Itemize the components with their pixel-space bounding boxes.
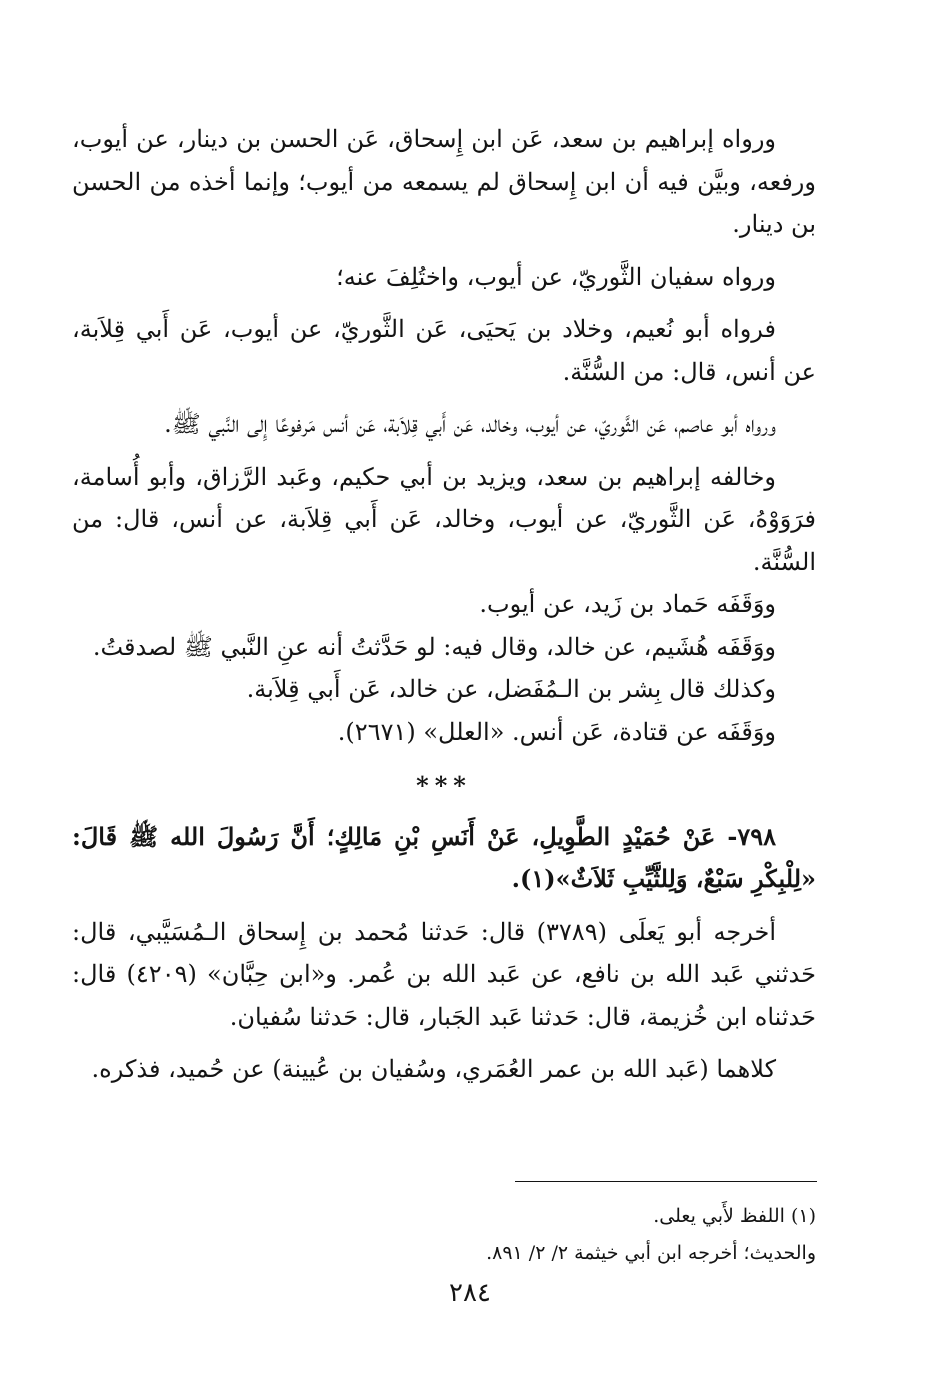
hadith-text: ٧٩٨- عَنْ حُمَيْدٍ الطَّوِيلِ، عَنْ أَنَسِ بْنِ مَالِكٍ؛ أَنَّ رَسُولَ الله ﷺ قَالَ: «لِلْبِكْرِ سَبْعٌ، وَلِلثَّيِّبِ ثَلاَثٌ»(١). (72, 821, 816, 893)
footnote: (١) اللفظ لأَبي يعلى. (653, 1205, 816, 1227)
page-number: ٢٨٤ (449, 1278, 491, 1308)
footnotes (72, 1198, 816, 1272)
paragraph: ورواه سفيان الثَّوريّ، عن أيوب، واختُلِفَ عنه؛ (336, 262, 776, 291)
section-separator: *** (416, 771, 472, 800)
footnote-divider (515, 1181, 817, 1182)
paragraph: فرواه أبو نُعيم، وخلاد بن يَحيَى، عَن الثَّوريّ، عن أيوب، عَن أَبي قِلاَبة، عن أنس، قال: من السُّنَّة. (72, 315, 816, 386)
paragraph: ورواه إبراهيم بن سعد، عَن ابن إِسحاق، عَن الحسن بن دينار، عن أيوب، ورفعه، وبيَّن فيه أن ابن إِسحاق لم يسمعه من أيوب؛ وإنما أخذه من الحسن بن دينار. (72, 125, 816, 238)
main-text (72, 118, 816, 1091)
takhrij-paragraph: أخرجه أبو يَعلَى (٣٧٨٩) قال: حَدثنا مُحمد بن إِسحاق الـمُسَيَّبي، قال: حَدثني عَبد الله بن نافع، عن عَبد الله بن عُمر. و«ابن حِبَّان» (٤٢٠٩) قال: حَدثناه ابن خُزيمة، قال: حَدثنا عَبد الجَبار، قال: حَدثنا سُفيان. (72, 917, 816, 1031)
paragraph: وكذلك قال بِشر بن الـمُفَضل، عن خالد، عَن أَبي قِلاَبة. (246, 675, 776, 703)
footnote: والحديث؛ أخرجه ابن أبي خيثمة ٢/ ٢/ ٨٩١. (486, 1242, 816, 1264)
paragraph: ووَقَفَه عن قتادة، عَن أنس. «العلل» (٢٦٧١). (337, 717, 776, 746)
paragraph: ورواه أبو عاصم، عَن الثَّوريّ، عن أيوب، وخالد، عَن أَبي قِلاَبة، عَن أنس مَرفوعًا إِلى النَّبي ﷺ. (164, 410, 776, 438)
takhrij-paragraph: كلاهما (عَبد الله بن عمر العُمَري، وسُفيان بن عُيينة) عن حُميد، فذكره. (91, 1055, 776, 1083)
paragraph: ووَقَفَه حَماد بن زَيد، عن أيوب. (479, 590, 776, 618)
paragraph: ووَقَفَه هُشَيم، عن خالد، وقال فيه: لو حَدَّثتُ أنه عنِ النَّبي ﷺ لصدقتُ. (92, 632, 776, 661)
paragraph: وخالفه إبراهيم بن سعد، ويزيد بن أبي حكيم، وعَبد الرَّزاق، وأبو أُسامة، فرَوَوْهُ، عَن الثَّوريّ، عن أيوب، وخالد، عَن أَبي قِلاَبة، عن أنس، قال: من السُّنَّة. (72, 462, 816, 576)
